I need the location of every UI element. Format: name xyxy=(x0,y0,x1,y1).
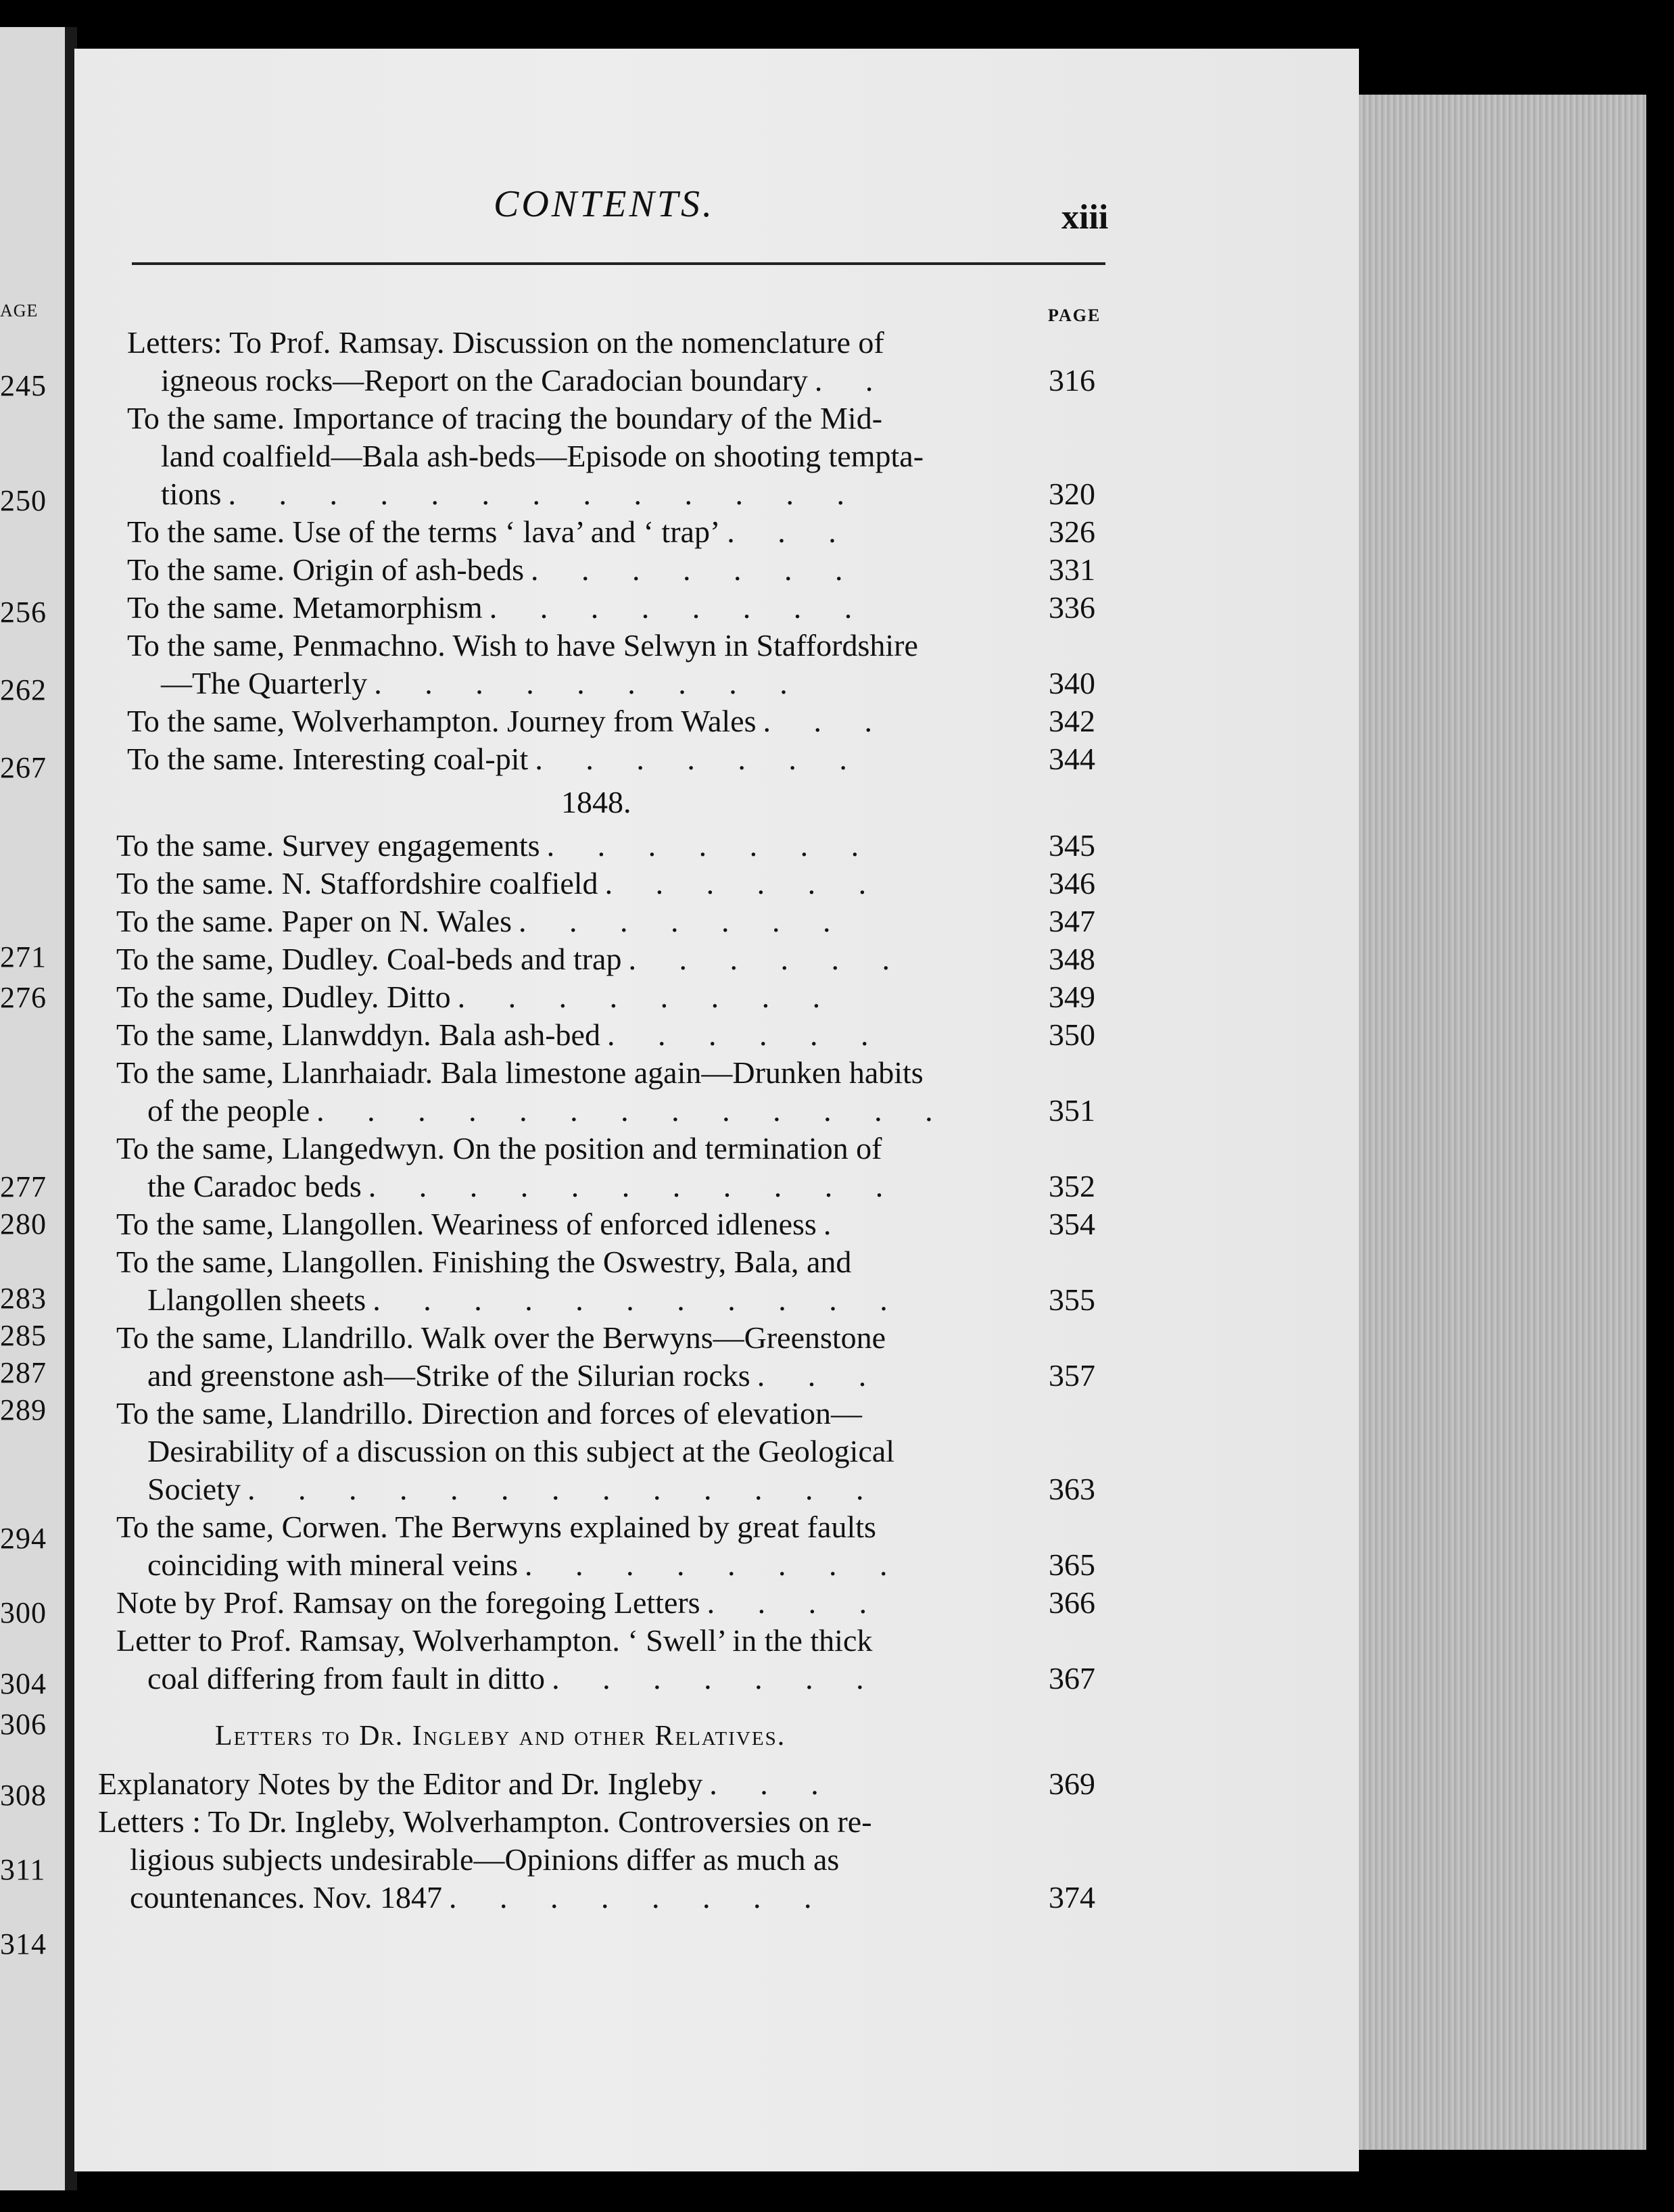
facing-page-number: 250 xyxy=(0,484,47,517)
book-fore-edge xyxy=(1335,95,1646,2150)
toc-entry-text: —The Quarterly xyxy=(161,666,368,700)
dot-leader: . . . . . . . xyxy=(535,742,865,776)
facing-page-number: 314 xyxy=(0,1927,47,1961)
toc-entry-text: Society xyxy=(147,1472,241,1506)
dot-leader: . . . . . . . . . . . . . xyxy=(247,1472,882,1506)
dot-leader: . . . . . . xyxy=(628,942,907,976)
toc-entry-text: To the same, Llandrillo. Walk over the Berwyns—Greenstone xyxy=(116,1320,886,1355)
dot-leader: . . . . . . . . xyxy=(449,1880,830,1915)
toc-page-number: 354 xyxy=(1049,1207,1095,1241)
toc-page-number: 346 xyxy=(1049,866,1095,900)
toc-page-number: 369 xyxy=(1049,1766,1095,1801)
facing-page-number: 306 xyxy=(0,1708,47,1741)
toc-entry-text: To the same. Survey engagements xyxy=(116,828,540,863)
toc-entry-text: To the same. Origin of ash-beds xyxy=(127,552,524,587)
toc-entry-text: To the same, Llangollen. Weariness of enforced idleness xyxy=(116,1207,817,1241)
dot-leader: . . . . . . . . . . . . . xyxy=(316,1093,951,1128)
dot-leader: . . . . . . xyxy=(604,866,884,900)
dot-leader: . . . . . . . xyxy=(518,904,848,938)
facing-page-number: 256 xyxy=(0,596,47,629)
toc-page-number: 320 xyxy=(1049,477,1095,511)
toc-entry-text: Desirability of a discussion on this subject at the Geological xyxy=(147,1434,895,1468)
toc-entry-text: the Caradoc beds xyxy=(147,1169,362,1203)
dot-leader: . . . xyxy=(709,1766,836,1801)
facing-page-number: 276 xyxy=(0,981,47,1014)
toc-entry-text: Letter to Prof. Ramsay, Wolverhampton. ‘ Swell’ in the thick xyxy=(116,1623,873,1658)
facing-page-number: 289 xyxy=(0,1393,47,1426)
toc-entry-text: To the same. Use of the terms ‘ lava’ and ‘ trap’ xyxy=(127,514,721,549)
facing-page-number: 277 xyxy=(0,1170,47,1203)
toc-entry-text: To the same. Interesting coal-pit xyxy=(127,742,529,776)
toc-entry-text: To the same, Llangedwyn. On the position and termination of xyxy=(116,1131,882,1165)
toc-entry-text: To the same, Llangollen. Finishing the Oswestry, Bala, and xyxy=(116,1245,852,1279)
toc-entry-text: Letters: To Prof. Ramsay. Discussion on the nomenclature of xyxy=(127,325,884,360)
toc-page-number: 363 xyxy=(1049,1472,1095,1506)
header-rule xyxy=(132,262,1105,265)
dot-leader: . . . . . . . . xyxy=(457,980,838,1014)
facing-page-number: 245 xyxy=(0,369,47,402)
facing-page-number: 285 xyxy=(0,1319,47,1352)
toc-entry-text: coal differing from fault in ditto xyxy=(147,1661,546,1696)
dot-leader: . . . . . . . . xyxy=(525,1547,905,1582)
toc-entry-text: To the same. N. Staffordshire coalfield xyxy=(116,866,598,900)
toc-page-number: 366 xyxy=(1049,1585,1095,1620)
toc-entry-text: Note by Prof. Ramsay on the foregoing Letters xyxy=(116,1585,700,1620)
facing-page-number: 304 xyxy=(0,1667,47,1700)
dot-leader: . . . . . . . . . . . . . xyxy=(228,477,862,511)
folio-number: xiii xyxy=(1061,198,1109,237)
toc-entry-text: and greenstone ash—Strike of the Silurian rocks xyxy=(147,1358,750,1393)
facing-page-number: 267 xyxy=(0,751,47,784)
toc-page-number: 316 xyxy=(1049,363,1095,398)
facing-page-edge xyxy=(0,27,77,2190)
toc-entry-text: Llangollen sheets xyxy=(147,1282,366,1317)
toc-entry-text: To the same, Wolverhampton. Journey from Wales xyxy=(127,704,757,738)
dot-leader: . . . . . . . . . . . xyxy=(373,1282,905,1317)
toc-entry-text: tions xyxy=(161,477,222,511)
dot-leader: . . . . . . . . . xyxy=(374,666,805,700)
toc-page-number: 355 xyxy=(1049,1282,1095,1317)
toc-entry-text: ligious subjects undesirable—Opinions differ as much as xyxy=(130,1842,840,1877)
toc-entry-text: land coalfield—Bala ash-beds—Episode on shooting tempta- xyxy=(161,439,924,473)
toc-page-number: 345 xyxy=(1049,828,1095,863)
facing-page-number: 271 xyxy=(0,940,47,973)
facing-page-number: 283 xyxy=(0,1282,47,1315)
toc-entry-text: To the same, Dudley. Ditto xyxy=(116,980,451,1014)
dot-leader: . . . xyxy=(763,704,890,738)
facing-page-number: 287 xyxy=(0,1356,47,1389)
facing-page-number: 262 xyxy=(0,673,47,706)
dot-leader: . . . . . . . . . . . xyxy=(368,1169,901,1203)
dot-leader: . . . . . . . xyxy=(546,828,877,863)
facing-page-number: 294 xyxy=(0,1522,47,1555)
toc-page-number: 331 xyxy=(1049,552,1095,587)
toc-entry-text: igneous rocks—Report on the Caradocian boundary xyxy=(161,363,808,398)
toc-entry-text: To the same, Llanwddyn. Bala ash-bed xyxy=(116,1017,600,1052)
toc-page-number: 352 xyxy=(1049,1169,1095,1203)
dot-leader: . xyxy=(823,1207,849,1241)
toc-entry-text: To the same. Metamorphism xyxy=(127,590,483,625)
toc-page-number: 336 xyxy=(1049,590,1095,625)
facing-page-number: 300 xyxy=(0,1596,47,1629)
toc-entry-text: of the people xyxy=(147,1093,310,1128)
toc-entry-text: To the same, Corwen. The Berwyns explained by great faults xyxy=(116,1510,876,1544)
dot-leader: . . . xyxy=(727,514,854,549)
dot-leader: . . . . . . . xyxy=(530,552,861,587)
toc-page-number: 374 xyxy=(1049,1880,1095,1915)
facing-page-number: AGE xyxy=(0,301,39,320)
toc-page-number: 326 xyxy=(1049,514,1095,549)
toc-entry-text: countenances. Nov. 1847 xyxy=(130,1880,442,1915)
toc-entry-text: To the same, Llanrhaiadr. Bala limestone again—Drunken habits xyxy=(116,1055,924,1090)
section-heading: Letters to Dr. Ingleby and other Relatives. xyxy=(215,1721,786,1752)
running-title: CONTENTS. xyxy=(494,183,715,225)
toc-entry-text: To the same, Dudley. Coal-beds and trap xyxy=(116,942,622,976)
toc-page-number: 347 xyxy=(1049,904,1095,938)
toc-page-number: 349 xyxy=(1049,980,1095,1014)
dot-leader: . . . . . . xyxy=(606,1017,886,1052)
toc-page-number: 365 xyxy=(1049,1547,1095,1582)
toc-page-number: 344 xyxy=(1049,742,1095,776)
facing-page-number: 280 xyxy=(0,1207,47,1241)
toc-entry-text: Letters : To Dr. Ingleby, Wolverhampton. Controversies on re- xyxy=(98,1804,872,1839)
toc-page-number: 348 xyxy=(1049,942,1095,976)
dot-leader: . . xyxy=(814,363,891,398)
toc-page-number: 367 xyxy=(1049,1661,1095,1696)
toc-entry-text: To the same. Importance of tracing the boundary of the Mid- xyxy=(127,401,883,435)
facing-page-number: 308 xyxy=(0,1779,47,1812)
dot-leader: . . . . . . . . xyxy=(489,590,870,625)
toc-entry-text: Explanatory Notes by the Editor and Dr. Ingleby xyxy=(98,1766,703,1801)
toc-page-number: 350 xyxy=(1049,1017,1095,1052)
year-heading: 1848. xyxy=(561,785,631,819)
facing-page-number: 311 xyxy=(0,1853,46,1886)
toc-entry-text: To the same, Llandrillo. Direction and forces of elevation— xyxy=(116,1396,862,1430)
toc-page-number: 340 xyxy=(1049,666,1095,700)
toc-entry-text: To the same. Paper on N. Wales xyxy=(116,904,512,938)
toc-page-number: 351 xyxy=(1049,1093,1095,1128)
page-column-label: PAGE xyxy=(1048,306,1101,325)
toc-page-number: 342 xyxy=(1049,704,1095,738)
dot-leader: . . . . . . . xyxy=(552,1661,882,1696)
toc-entry-text: coinciding with mineral veins xyxy=(147,1547,519,1582)
toc-page-number: 357 xyxy=(1049,1358,1095,1393)
toc-entry-text: To the same, Penmachno. Wish to have Selwyn in Staffordshire xyxy=(127,628,918,663)
dot-leader: . . . . xyxy=(707,1585,885,1620)
dot-leader: . . . xyxy=(757,1358,884,1393)
